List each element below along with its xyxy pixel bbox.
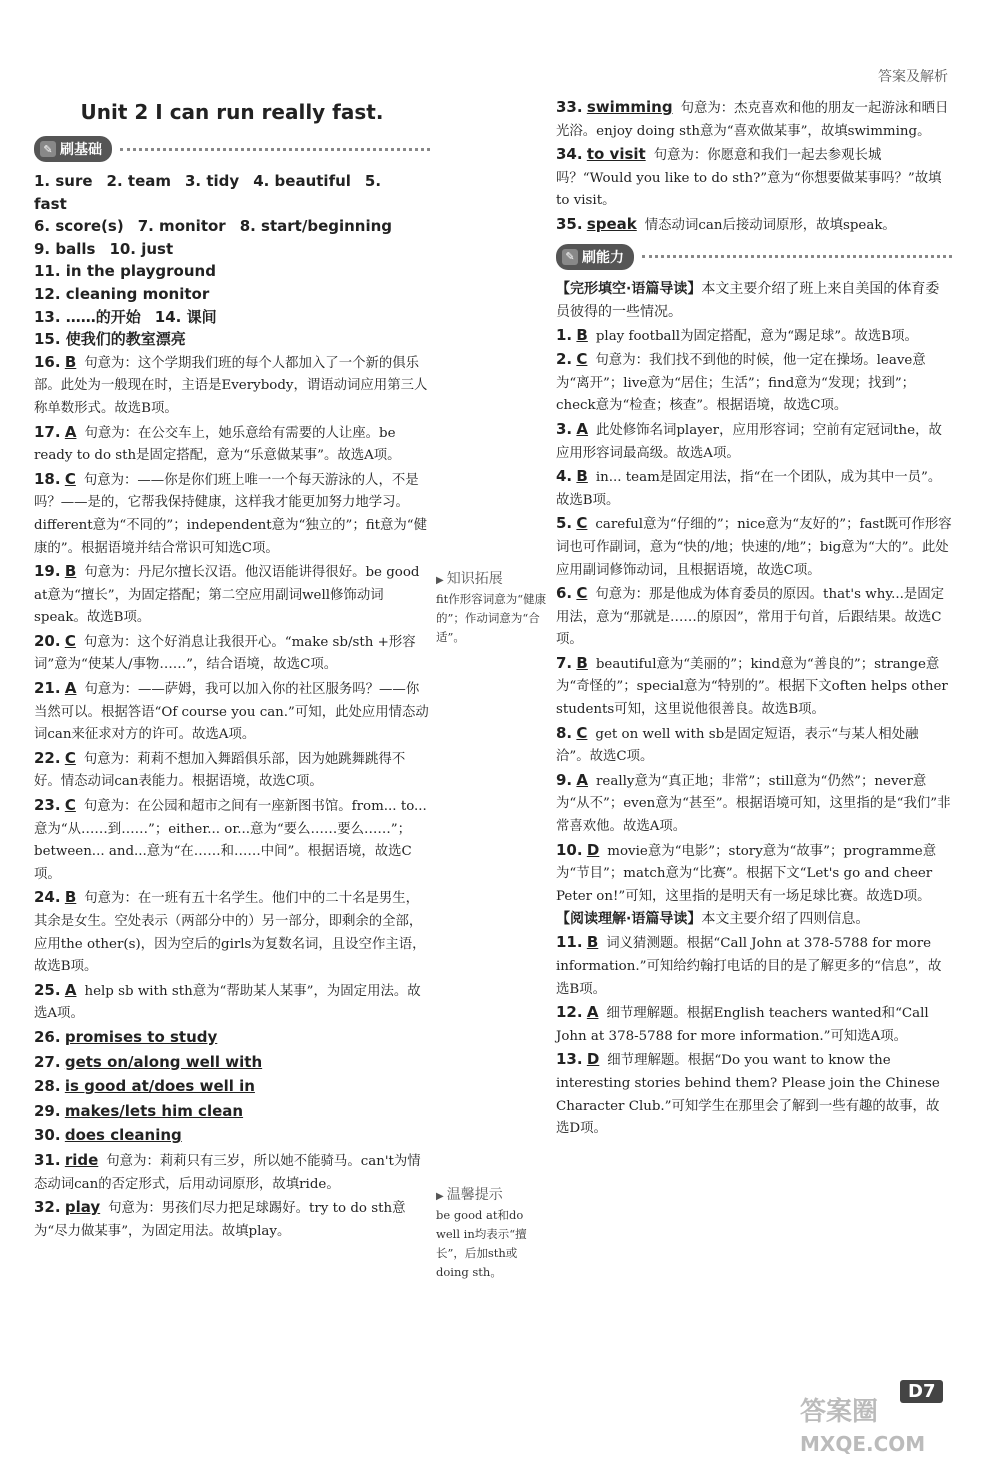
item-number: 23. [34, 796, 61, 815]
answer-item [556, 512, 952, 582]
answer-item [34, 794, 430, 886]
item-answer: A [64, 422, 77, 441]
item-explanation: careful意为“仔细的”；nice意为“友好的”；fast既可作形容词也可作副词，意为“快的/地；快速的/地”；big意为“大的”。此处应用副词修饰动词，且根据语境，故选C项。 [556, 517, 952, 578]
answer-item [34, 1026, 430, 1051]
note-knowledge [436, 568, 548, 647]
answer-item [34, 886, 430, 978]
item-explanation: 情态动词can后接动词原形，故填speak。 [644, 217, 896, 233]
item-answer: B [576, 325, 588, 344]
item-number: 20. [34, 631, 61, 650]
answer-item [556, 722, 952, 769]
basic-answer-row [34, 260, 430, 283]
item-number: 13. [556, 1050, 583, 1069]
item-explanation: 句意为：丹尼尔擅长汉语。他汉语能讲得很好。be good at意为“擅长”，为固定搭配；第二空应用副词well修饰动词speak。故选B项。 [34, 565, 420, 626]
answer-item [556, 418, 952, 465]
item-explanation: 句意为：那是他成为体育委员的原因。that's why...是固定用法，意为“那就是……的原因”，常用于句首，后跟结果。故选C项。 [556, 587, 945, 648]
note-title: ▶ 温馨提示 [436, 1184, 548, 1204]
item-explanation: 句意为：这个好消息让我很开心。“make sb/sth +形容词”意为“使某人/事物……”，结合语境，故选C项。 [34, 634, 416, 673]
basic-answer: 1. sure [34, 172, 93, 190]
item-answer: B [576, 467, 588, 486]
section-ability [556, 244, 952, 270]
item-answer: A [64, 980, 77, 999]
item-number: 27. [34, 1052, 61, 1071]
answer-item [556, 324, 952, 349]
item-number: 33. [556, 98, 583, 116]
item-answer: A [64, 679, 77, 698]
item-number: 16. [34, 352, 61, 371]
dotted-divider [120, 148, 430, 151]
item-explanation: 句意为：莉莉只有三岁，所以她不能骑马。can't为情态动词can的否定形式，后用动词原形，故填ride。 [34, 1153, 421, 1192]
item-explanation: 句意为：——你是你们班上唯一一个每天游泳的人，不是吗？——是的，它帮我保持健康，这样我才能更加努力地学习。different意为“不同的”；independent意为“独立的”；fit意为“健康的”。根据语境并结合常识可知选C项。 [34, 472, 428, 556]
answer-item [34, 1124, 430, 1149]
item-answer: does cleaning [64, 1126, 182, 1145]
item-number: 24. [34, 888, 61, 907]
note-title: ▶ 知识拓展 [436, 568, 548, 588]
answer-item [34, 421, 430, 468]
answer-item [556, 213, 952, 238]
left-column [34, 96, 430, 1243]
watermark-logo: 答案圈 MXQE.COM [800, 1397, 926, 1456]
item-answer: A [576, 419, 589, 438]
item-number: 2. [556, 350, 573, 369]
item-explanation: beautiful意为“美丽的”；kind意为“善良的”；strange意为“奇怪的”；special意为“特别的”。根据下文often helps other students可知，这里说他很善良。故选B项。 [556, 656, 948, 718]
item-answer: makes/lets him clean [64, 1101, 244, 1120]
item-number: 3. [556, 419, 573, 438]
section-badge: ✎ 刷基础 [34, 136, 112, 162]
item-answer: promises to study [64, 1027, 218, 1046]
item-answer: D [586, 840, 600, 859]
item-explanation: movie意为“电影”；story意为“故事”；programme意为“节目”；match意为“比赛”。根据下文“Let's go and cheer Peter on!”可知，这里指的是明天有一场足球比赛。故选D项。 [556, 843, 937, 904]
item-explanation: 细节理解题。根据“Do you want to know the interesting stories behind them? Please join the Chinese Character Club.”可知学生在那里会了解到一些有趣的故事，故选D项。 [556, 1053, 940, 1137]
basic-answer: 11. in the playground [34, 262, 216, 281]
item-explanation: 句意为：杰克喜欢和他的朋友一起游泳和晒日光浴。enjoy doing sth意为“喜欢做某事”，故填swimming。 [556, 101, 949, 139]
answer-item [556, 143, 952, 213]
item-answer: C [576, 584, 588, 603]
answer-item [34, 468, 430, 560]
page-header: 答案及解析 [878, 69, 948, 85]
item-number: 29. [34, 1101, 61, 1120]
item-explanation: really意为“真正地；非常”；still意为“仍然”；never意为“从不”；even意为“甚至”。根据语境可知，这里指的是“我们”非常喜欢他。故选A项。 [556, 773, 951, 835]
item-answer: is good at/does well in [64, 1077, 255, 1096]
answer-item [556, 1048, 952, 1140]
item-answer: ride [64, 1150, 99, 1169]
basic-answer-row [34, 238, 430, 261]
item-number: 30. [34, 1126, 61, 1145]
item-answer: B [586, 933, 599, 952]
basic-answer: 7. monitor [137, 217, 226, 236]
item-number: 25. [34, 980, 61, 999]
item-explanation: in... team是固定用法，指“在一个团队，成为其中一员”。故选B项。 [556, 470, 942, 508]
dotted-divider [642, 255, 952, 258]
note-tip [436, 1184, 548, 1282]
basic-answer-row [34, 215, 430, 238]
item-number: 9. [556, 770, 573, 789]
basic-answer: 6. score(s) [34, 217, 124, 236]
book-icon: ✎ [562, 249, 578, 265]
answer-item [556, 1001, 952, 1048]
item-answer: B [64, 352, 77, 371]
item-number: 17. [34, 422, 61, 441]
item-number: 18. [34, 469, 61, 488]
basic-answer: 14. 课间 [154, 307, 217, 326]
note-body: be good at和do well in均表示“擅长”，后加sth或doing sth。 [436, 1208, 527, 1279]
book-icon: ✎ [40, 141, 56, 157]
item-explanation: 句意为：男孩们尽力把足球踢好。try to do sth意为“尽力做某事”，为固定用法。故填play。 [34, 1201, 406, 1239]
item-explanation: get on well with sb是固定短语，表示“与某人相处融洽”。故选C项。 [556, 726, 919, 765]
basic-answer: 9. balls [34, 239, 96, 258]
answer-item [556, 769, 952, 839]
item-answer: C [64, 631, 76, 650]
item-number: 28. [34, 1077, 61, 1096]
basic-answer-row [34, 328, 430, 351]
basic-answers [34, 170, 430, 351]
answer-item [34, 560, 430, 630]
answer-item [34, 1100, 430, 1125]
item-answer: C [64, 796, 76, 815]
item-answer: speak [586, 214, 637, 233]
answer-item [34, 1075, 430, 1100]
item-answer: A [586, 1003, 599, 1022]
basic-answer: 3. tidy [185, 172, 240, 190]
basic-answer-row [34, 170, 430, 215]
item-answer: swimming [586, 98, 673, 116]
item-explanation: 句意为：我们找不到他的时候，他一定在操场。leave意为“离开”；live意为“居住；生活”；find意为“发现；找到”；check意为“检查；核查”。根据语境，故选C项。 [556, 353, 926, 414]
right-answer-list-top [556, 96, 952, 238]
item-explanation: 句意为：你愿意和我们一起去参观长城吗？“Would you like to do sth?”意为“你想要做某事吗？”故填to visit。 [556, 148, 942, 209]
item-answer: C [64, 469, 76, 488]
item-number: 26. [34, 1027, 61, 1046]
item-answer: C [64, 748, 76, 767]
item-answer: C [576, 350, 588, 369]
answer-item [556, 839, 952, 909]
answer-item [34, 630, 430, 677]
answer-item [34, 979, 430, 1026]
item-answer: B [576, 653, 588, 672]
reading-answer-list [556, 931, 952, 1140]
item-number: 6. [556, 584, 573, 603]
basic-answer: 13. ……的开始 [34, 307, 141, 326]
basic-answer-row [34, 306, 430, 329]
item-answer: gets on/along well with [64, 1052, 263, 1071]
item-answer: D [586, 1050, 600, 1069]
note-body: fit作形容词意为“健康的”；作动词意为“合适”。 [436, 592, 547, 644]
answer-item [556, 465, 952, 512]
item-explanation: play football为固定搭配，意为“踢足球”。故选B项。 [595, 328, 918, 344]
item-number: 10. [556, 840, 583, 859]
section-badge: ✎ 刷能力 [556, 244, 634, 270]
item-number: 34. [556, 145, 583, 164]
basic-answer: 12. cleaning monitor [34, 284, 210, 303]
answer-item [556, 348, 952, 418]
item-explanation: 句意为：在公园和超市之间有一座新图书馆。from... to...意为“从……到……”；either... or...意为“要么……要么……”；between... and...意为“在……和……中间”。根据语境，故选C项。 [34, 799, 427, 882]
basic-answer: 15. 使我们的教室漂亮 [34, 330, 186, 349]
item-explanation: 句意为：莉莉不想加入舞蹈俱乐部，因为她跳舞跳得不好。情态动词can表能力。根据语境，故选C项。 [34, 751, 406, 790]
answer-item [34, 677, 430, 747]
item-number: 5. [556, 514, 573, 533]
item-explanation: 细节理解题。根据English teachers wanted和“Call John at 378-5788 for more information.”可知选A项。 [556, 1006, 929, 1044]
answer-item [34, 1196, 430, 1243]
basic-answer: 4. beautiful [253, 172, 351, 190]
left-answer-list [34, 351, 430, 1244]
item-number: 19. [34, 562, 61, 581]
basic-answer: 2. team [106, 172, 171, 190]
item-number: 35. [556, 214, 583, 233]
basic-answer-row [34, 283, 430, 306]
answer-item [34, 351, 430, 421]
item-explanation: 句意为：——萨姆，我可以加入你的社区服务吗？——你当然可以。根据答语“Of course you can.”可知，此处应用情态动词can来征求对方的许可。故选A项。 [34, 682, 429, 743]
answer-item [34, 747, 430, 794]
cloze-answer-list [556, 324, 952, 909]
item-explanation: help sb with sth意为“帮助某人某事”，为固定用法。故选A项。 [34, 983, 421, 1022]
reading-lead: 【阅读理解·语篇导读】本文主要介绍了四则信息。 [556, 911, 870, 928]
item-number: 4. [556, 467, 573, 486]
item-explanation: 句意为：在一班有五十名学生。他们中的二十名是男生，其余是女生。空处表示（两部分中的）另一部分，即剩余的全部，应用the other(s)，因为空后的girls为复数名词，且设空作主语，故选B项。 [34, 891, 426, 975]
item-explanation: 词义猜测题。根据“Call John at 378-5788 for more information.”可知给约翰打电话的目的是了解更多的“信息”，故选B项。 [556, 936, 942, 997]
item-answer: C [576, 514, 588, 533]
answer-item [556, 931, 952, 1001]
page-number: D7 [900, 1380, 943, 1403]
item-explanation: 此处修饰名词player，应用形容词；空前有定冠词the，故应用形容词最高级。故选A项。 [556, 422, 942, 461]
answer-item [34, 1051, 430, 1076]
right-column [556, 96, 952, 1141]
item-explanation: 句意为：在公交车上，她乐意给有需要的人让座。be ready to do sth是固定搭配，意为“乐意做某事”。故选A项。 [34, 425, 401, 464]
item-explanation: 句意为：这个学期我们班的每个人都加入了一个新的俱乐部。此处为一般现在时，主语是Everybody，谓语动词应用第三人称单数形式。故选B项。 [34, 355, 428, 416]
answer-item [556, 96, 952, 143]
item-answer: play [64, 1198, 101, 1217]
item-number: 1. [556, 325, 573, 344]
item-number: 21. [34, 679, 61, 698]
item-number: 7. [556, 653, 573, 672]
item-number: 12. [556, 1003, 583, 1022]
item-answer: B [64, 888, 77, 907]
item-answer: B [64, 562, 77, 581]
item-number: 8. [556, 723, 573, 742]
section-basic [34, 136, 430, 162]
item-number: 31. [34, 1150, 61, 1169]
answer-item [556, 652, 952, 722]
item-answer: A [576, 770, 589, 789]
item-number: 32. [34, 1198, 61, 1217]
item-number: 11. [556, 933, 583, 952]
unit-title: Unit 2 I can run really fast. [80, 100, 384, 124]
basic-answer: 5. fast [34, 172, 382, 213]
item-answer: to visit [586, 145, 646, 164]
cloze-lead: 【完形填空·语篇导读】本文主要介绍了班上来自美国的体育委员彼得的一些情况。 [556, 280, 940, 320]
item-number: 22. [34, 748, 61, 767]
basic-answer: 10. just [109, 239, 174, 258]
answer-item [34, 1149, 430, 1196]
item-answer: C [576, 723, 588, 742]
basic-answer: 8. start/beginning [239, 217, 393, 236]
answer-item [556, 582, 952, 652]
